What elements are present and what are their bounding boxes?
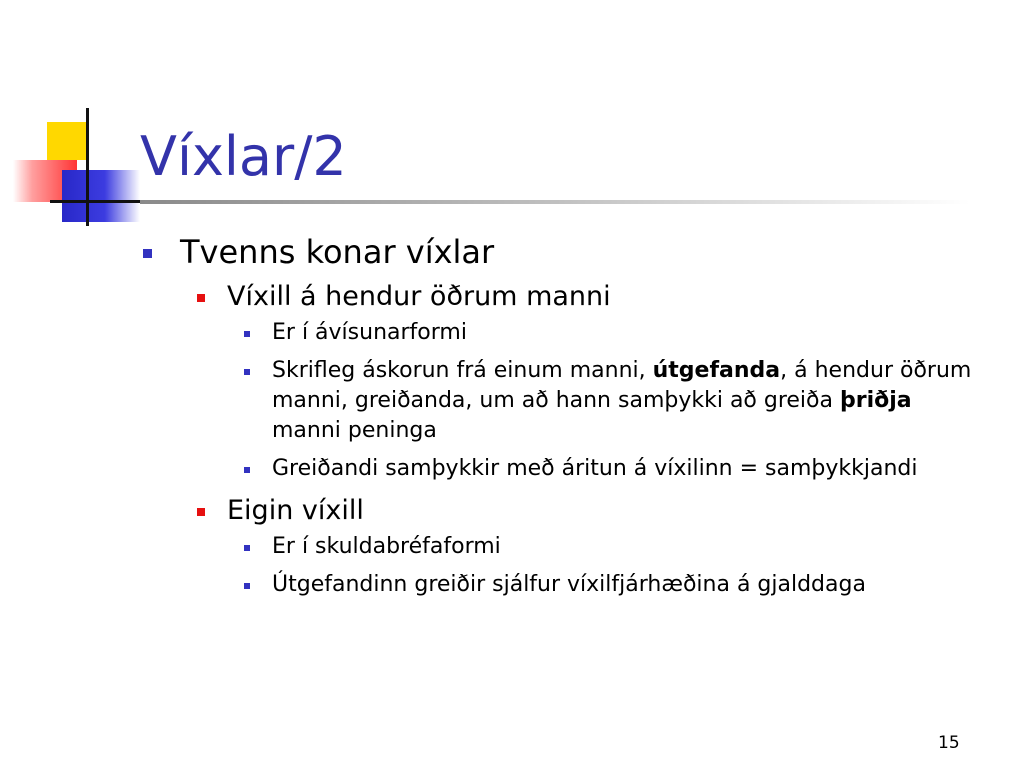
horizontal-line — [50, 200, 142, 203]
sub-list — [197, 278, 1003, 600]
bullet-text: Er í ávísunarformi — [272, 320, 467, 345]
slide-title: Víxlar/2 — [140, 125, 347, 188]
bullet-text-part: , á hendur öðrum manni, greiðanda, um að hann samþykki að greiða — [272, 358, 972, 413]
decorative-logo — [0, 0, 160, 240]
bullet-text: Víxill á hendur öðrum manni — [227, 281, 611, 312]
bullet-text-part: Skrifleg áskorun frá einum manni, — [272, 358, 653, 383]
square-bullet-icon — [244, 545, 250, 551]
blue-square — [62, 170, 140, 222]
bullet-text-part: manni peninga — [272, 418, 437, 443]
page-number: 15 — [938, 733, 960, 753]
list-item — [244, 318, 972, 348]
square-bullet-icon — [244, 331, 250, 337]
bullet-text: Tvenns konar víxlar — [180, 233, 495, 271]
bullet-list — [143, 230, 1003, 608]
square-bullet-icon — [197, 294, 205, 302]
list-item — [244, 570, 972, 600]
list-item — [197, 278, 1003, 484]
bullet-text: Greiðandi samþykkir með áritun á víxilinn = samþykkjandi — [272, 456, 918, 481]
list-item — [244, 454, 972, 484]
vertical-line — [86, 108, 89, 226]
bold-term: útgefanda — [652, 358, 781, 383]
square-bullet-icon — [244, 467, 250, 473]
list-item — [244, 356, 972, 446]
list-item — [143, 230, 1003, 600]
square-bullet-icon — [244, 369, 250, 375]
bold-term: þriðja — [839, 388, 912, 413]
list-item — [244, 532, 972, 562]
list-item — [197, 492, 1003, 600]
sub-list — [244, 532, 1003, 600]
sub-list — [244, 318, 1003, 484]
bullet-text: Eigin víxill — [227, 495, 364, 526]
bullet-text: Er í skuldabréfaformi — [272, 534, 501, 559]
yellow-square — [47, 122, 87, 160]
square-bullet-icon — [197, 508, 205, 516]
title-underline — [140, 200, 970, 204]
square-bullet-icon — [143, 249, 152, 258]
square-bullet-icon — [244, 583, 250, 589]
bullet-text: Útgefandinn greiðir sjálfur víxilfjárhæðina á gjalddaga — [272, 572, 866, 597]
